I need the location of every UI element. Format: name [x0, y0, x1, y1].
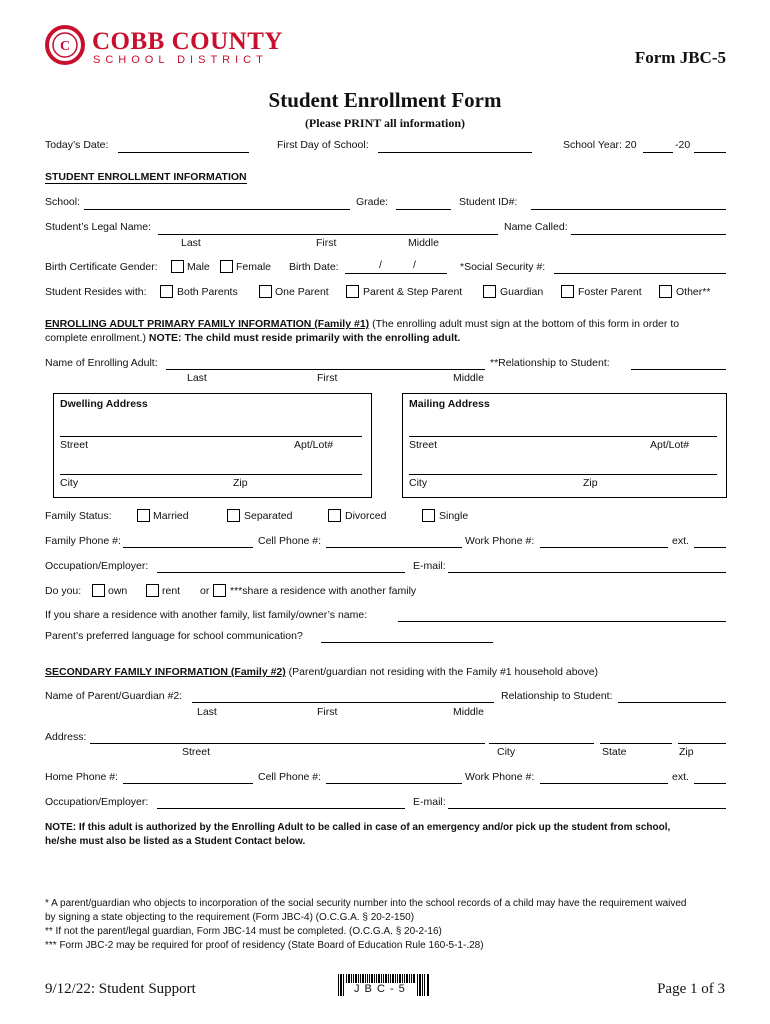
- ext-field[interactable]: [694, 547, 726, 548]
- mailing-apt-caption: Apt/Lot#: [650, 439, 690, 451]
- adult-first-caption: First: [317, 372, 338, 384]
- footer-date: 9/12/22: Student Support: [45, 981, 196, 997]
- guardian2-occupation-field[interactable]: [157, 808, 405, 809]
- share-label: ***share a residence with another family: [230, 585, 417, 597]
- guardian2-relationship-field[interactable]: [618, 702, 726, 703]
- legal-last-caption: Last: [181, 237, 201, 249]
- footnote-4: *** Form JBC-2 may be required for proof of residency (State Board of Education Rule 160-5-1-.28): [45, 940, 484, 951]
- other-checkbox[interactable]: [659, 285, 672, 298]
- resides-label: Student Resides with:: [45, 286, 147, 298]
- guardian2-zip-field[interactable]: [678, 743, 726, 744]
- guardian2-address-label: Address:: [45, 731, 87, 743]
- legal-first-caption: First: [316, 237, 337, 249]
- email-label: E-mail:: [413, 560, 446, 572]
- divorced-label: Divorced: [345, 510, 387, 522]
- other-label: Other**: [676, 286, 711, 298]
- guardian2-ext-label: ext.: [672, 771, 689, 783]
- occupation-field[interactable]: [157, 572, 405, 573]
- svg-text:C: C: [59, 39, 71, 54]
- ext-label: ext.: [672, 535, 689, 547]
- or-label: or: [200, 585, 210, 597]
- mailing-city-field[interactable]: [409, 474, 717, 475]
- guardian2-ext-field[interactable]: [694, 783, 726, 784]
- logo-subtitle: SCHOOL DISTRICT: [93, 54, 268, 66]
- guardian2-home-phone-field[interactable]: [123, 783, 253, 784]
- guardian2-name-label: Name of Parent/Guardian #2:: [45, 690, 183, 702]
- birth-date-label: Birth Date:: [289, 261, 339, 273]
- occupation-label: Occupation/Employer:: [45, 560, 149, 572]
- enrolling-adult-label: Name of Enrolling Adult:: [45, 357, 158, 369]
- female-checkbox[interactable]: [220, 260, 233, 273]
- school-year-field-2[interactable]: [694, 152, 726, 153]
- language-label: Parent’s preferred language for school communication?: [45, 630, 303, 642]
- family-status-label: Family Status:: [45, 510, 112, 522]
- legal-middle-caption: Middle: [408, 237, 439, 249]
- student-section-heading: STUDENT ENROLLMENT INFORMATION: [45, 171, 247, 183]
- guardian2-cell-phone-field[interactable]: [326, 783, 462, 784]
- mailing-city-caption: City: [409, 477, 428, 489]
- separated-label: Separated: [244, 510, 293, 522]
- dwelling-apt-caption: Apt/Lot#: [294, 439, 334, 451]
- dwelling-address-heading: Dwelling Address: [60, 398, 148, 410]
- work-phone-label: Work Phone #:: [465, 535, 535, 547]
- one-parent-label: One Parent: [275, 286, 329, 298]
- own-checkbox[interactable]: [92, 584, 105, 597]
- guardian2-middle-caption: Middle: [453, 706, 484, 718]
- guardian2-zip-caption: Zip: [679, 746, 694, 758]
- name-called-label: Name Called:: [504, 221, 568, 233]
- dwelling-city-caption: City: [60, 477, 79, 489]
- rent-checkbox[interactable]: [146, 584, 159, 597]
- share-owner-field[interactable]: [398, 621, 726, 622]
- barcode-text: J B C - 5: [354, 983, 406, 995]
- female-label: Female: [236, 261, 272, 273]
- school-label: School:: [45, 196, 81, 208]
- guardian-label: Guardian: [500, 286, 544, 298]
- mailing-street-field[interactable]: [409, 436, 717, 437]
- foster-checkbox[interactable]: [561, 285, 574, 298]
- single-checkbox[interactable]: [422, 509, 435, 522]
- family2-heading: SECONDARY FAMILY INFORMATION (Family #2): [45, 666, 286, 678]
- page-title: Student Enrollment Form: [268, 88, 502, 112]
- divorced-checkbox[interactable]: [328, 509, 341, 522]
- guardian2-home-phone-label: Home Phone #:: [45, 771, 118, 783]
- district-seal-icon: [45, 25, 85, 65]
- both-parents-checkbox[interactable]: [160, 285, 173, 298]
- page-subtitle: (Please PRINT all information): [304, 116, 466, 130]
- ssn-label: *Social Security #:: [460, 261, 546, 273]
- guardian2-state-field[interactable]: [600, 743, 672, 744]
- guardian2-last-caption: Last: [197, 706, 217, 718]
- guardian2-work-phone-label: Work Phone #:: [465, 771, 535, 783]
- footnote-2: by signing a state objecting to the requirement (Form JBC-4) (O.C.G.A. § 20-2-150): [45, 912, 415, 923]
- guardian2-city-caption: City: [497, 746, 516, 758]
- married-checkbox[interactable]: [137, 509, 150, 522]
- legal-name-field[interactable]: [158, 234, 498, 235]
- form-code: Form JBC-5: [634, 48, 726, 67]
- student-id-field[interactable]: [531, 209, 726, 210]
- separated-checkbox[interactable]: [227, 509, 240, 522]
- guardian2-city-field[interactable]: [489, 743, 594, 744]
- dwelling-zip-caption: Zip: [233, 477, 248, 489]
- todays-date-field[interactable]: [118, 152, 249, 153]
- guardian2-note-line-1: NOTE: If this adult is authorized by the Enrolling Adult to be called in case of an emergency and/or pick up the student from school,: [45, 822, 671, 833]
- birth-date-slash-2: /: [413, 259, 416, 271]
- guardian2-work-phone-field[interactable]: [540, 783, 668, 784]
- male-checkbox[interactable]: [171, 260, 184, 273]
- first-day-label: First Day of School:: [277, 139, 369, 151]
- adult-middle-caption: Middle: [453, 372, 484, 384]
- first-day-field[interactable]: [378, 152, 532, 153]
- adult-last-caption: Last: [187, 372, 207, 384]
- parent-step-checkbox[interactable]: [346, 285, 359, 298]
- birth-date-field[interactable]: [345, 273, 447, 274]
- own-label: own: [108, 585, 128, 597]
- language-field[interactable]: [321, 642, 493, 643]
- page-number: Page 1 of 3: [657, 981, 725, 997]
- rent-label: rent: [162, 585, 181, 597]
- school-year-label-2: -20: [675, 139, 691, 151]
- school-year-label: School Year: 20: [563, 139, 637, 151]
- guardian2-occupation-label: Occupation/Employer:: [45, 796, 149, 808]
- family2-heading-note: (Parent/guardian not residing with the Family #1 household above): [285, 666, 599, 678]
- family-phone-field[interactable]: [123, 547, 253, 548]
- one-parent-checkbox[interactable]: [259, 285, 272, 298]
- single-label: Single: [439, 510, 469, 522]
- mailing-street-caption: Street: [409, 439, 438, 451]
- grade-label: Grade:: [356, 196, 389, 208]
- dwelling-street-field[interactable]: [60, 436, 362, 437]
- share-checkbox[interactable]: [213, 584, 226, 597]
- student-id-label: Student ID#:: [459, 196, 518, 208]
- logo-title: COBB COUNTY: [92, 28, 283, 55]
- family1-note-line: [45, 332, 460, 344]
- guardian2-state-caption: State: [602, 746, 627, 758]
- name-called-field[interactable]: [571, 234, 726, 235]
- dwelling-city-field[interactable]: [60, 474, 362, 475]
- todays-date-label: Today’s Date:: [45, 139, 109, 151]
- footnote-3: ** If not the parent/legal guardian, Form JBC-14 must be completed. (O.C.G.A. § 20-2-16): [45, 926, 442, 937]
- enrolling-adult-field[interactable]: [166, 369, 485, 370]
- school-field[interactable]: [84, 209, 350, 210]
- guardian2-email-label: E-mail:: [413, 796, 446, 808]
- relationship-field[interactable]: [631, 369, 726, 370]
- ssn-field[interactable]: [554, 273, 726, 274]
- parent-step-label: Parent & Step Parent: [363, 286, 463, 298]
- work-phone-field[interactable]: [540, 547, 668, 548]
- guardian2-street-field[interactable]: [90, 743, 485, 744]
- family1-heading: ENROLLING ADULT PRIMARY FAMILY INFORMATION (Family #1): [45, 318, 370, 330]
- share-question-label: If you share a residence with another family, list family/owner’s name:: [45, 609, 368, 621]
- email-field[interactable]: [448, 572, 726, 573]
- birth-date-slash-1: /: [379, 259, 382, 271]
- family-phone-label: Family Phone #:: [45, 535, 121, 547]
- guardian-checkbox[interactable]: [483, 285, 496, 298]
- guardian2-cell-phone-label: Cell Phone #:: [258, 771, 322, 783]
- family1-note-b: NOTE: The child must reside primarily with the enrolling adult.: [148, 332, 461, 344]
- do-you-label: Do you:: [45, 585, 82, 597]
- guardian2-note-line-2: he/she must also be listed as a Student Contact below.: [45, 836, 306, 847]
- guardian2-relationship-label: Relationship to Student:: [501, 690, 613, 702]
- family1-note-a: complete enrollment.): [45, 332, 149, 344]
- guardian2-name-field[interactable]: [192, 702, 494, 703]
- footnote-1: * A parent/guardian who objects to incorporation of the social security number into the school records of a child may have the requirement waived: [45, 898, 687, 909]
- guardian2-email-field[interactable]: [448, 808, 726, 809]
- married-label: Married: [153, 510, 189, 522]
- cell-phone-field[interactable]: [326, 547, 462, 548]
- gender-label: Birth Certificate Gender:: [45, 261, 158, 273]
- family1-heading-line: [45, 318, 679, 330]
- male-label: Male: [187, 261, 210, 273]
- both-parents-label: Both Parents: [177, 286, 238, 298]
- guardian2-first-caption: First: [317, 706, 338, 718]
- family2-heading-line: [45, 666, 598, 678]
- relationship-label: **Relationship to Student:: [490, 357, 610, 369]
- mailing-zip-caption: Zip: [583, 477, 598, 489]
- mailing-address-heading: Mailing Address: [409, 398, 490, 410]
- guardian2-street-caption: Street: [182, 746, 211, 758]
- foster-label: Foster Parent: [578, 286, 642, 298]
- dwelling-street-caption: Street: [60, 439, 89, 451]
- legal-name-label: Student’s Legal Name:: [45, 221, 152, 233]
- grade-field[interactable]: [396, 209, 451, 210]
- school-year-field-1[interactable]: [643, 152, 673, 153]
- cell-phone-label: Cell Phone #:: [258, 535, 322, 547]
- family1-heading-note: (The enrolling adult must sign at the bottom of this form in order to: [369, 318, 680, 330]
